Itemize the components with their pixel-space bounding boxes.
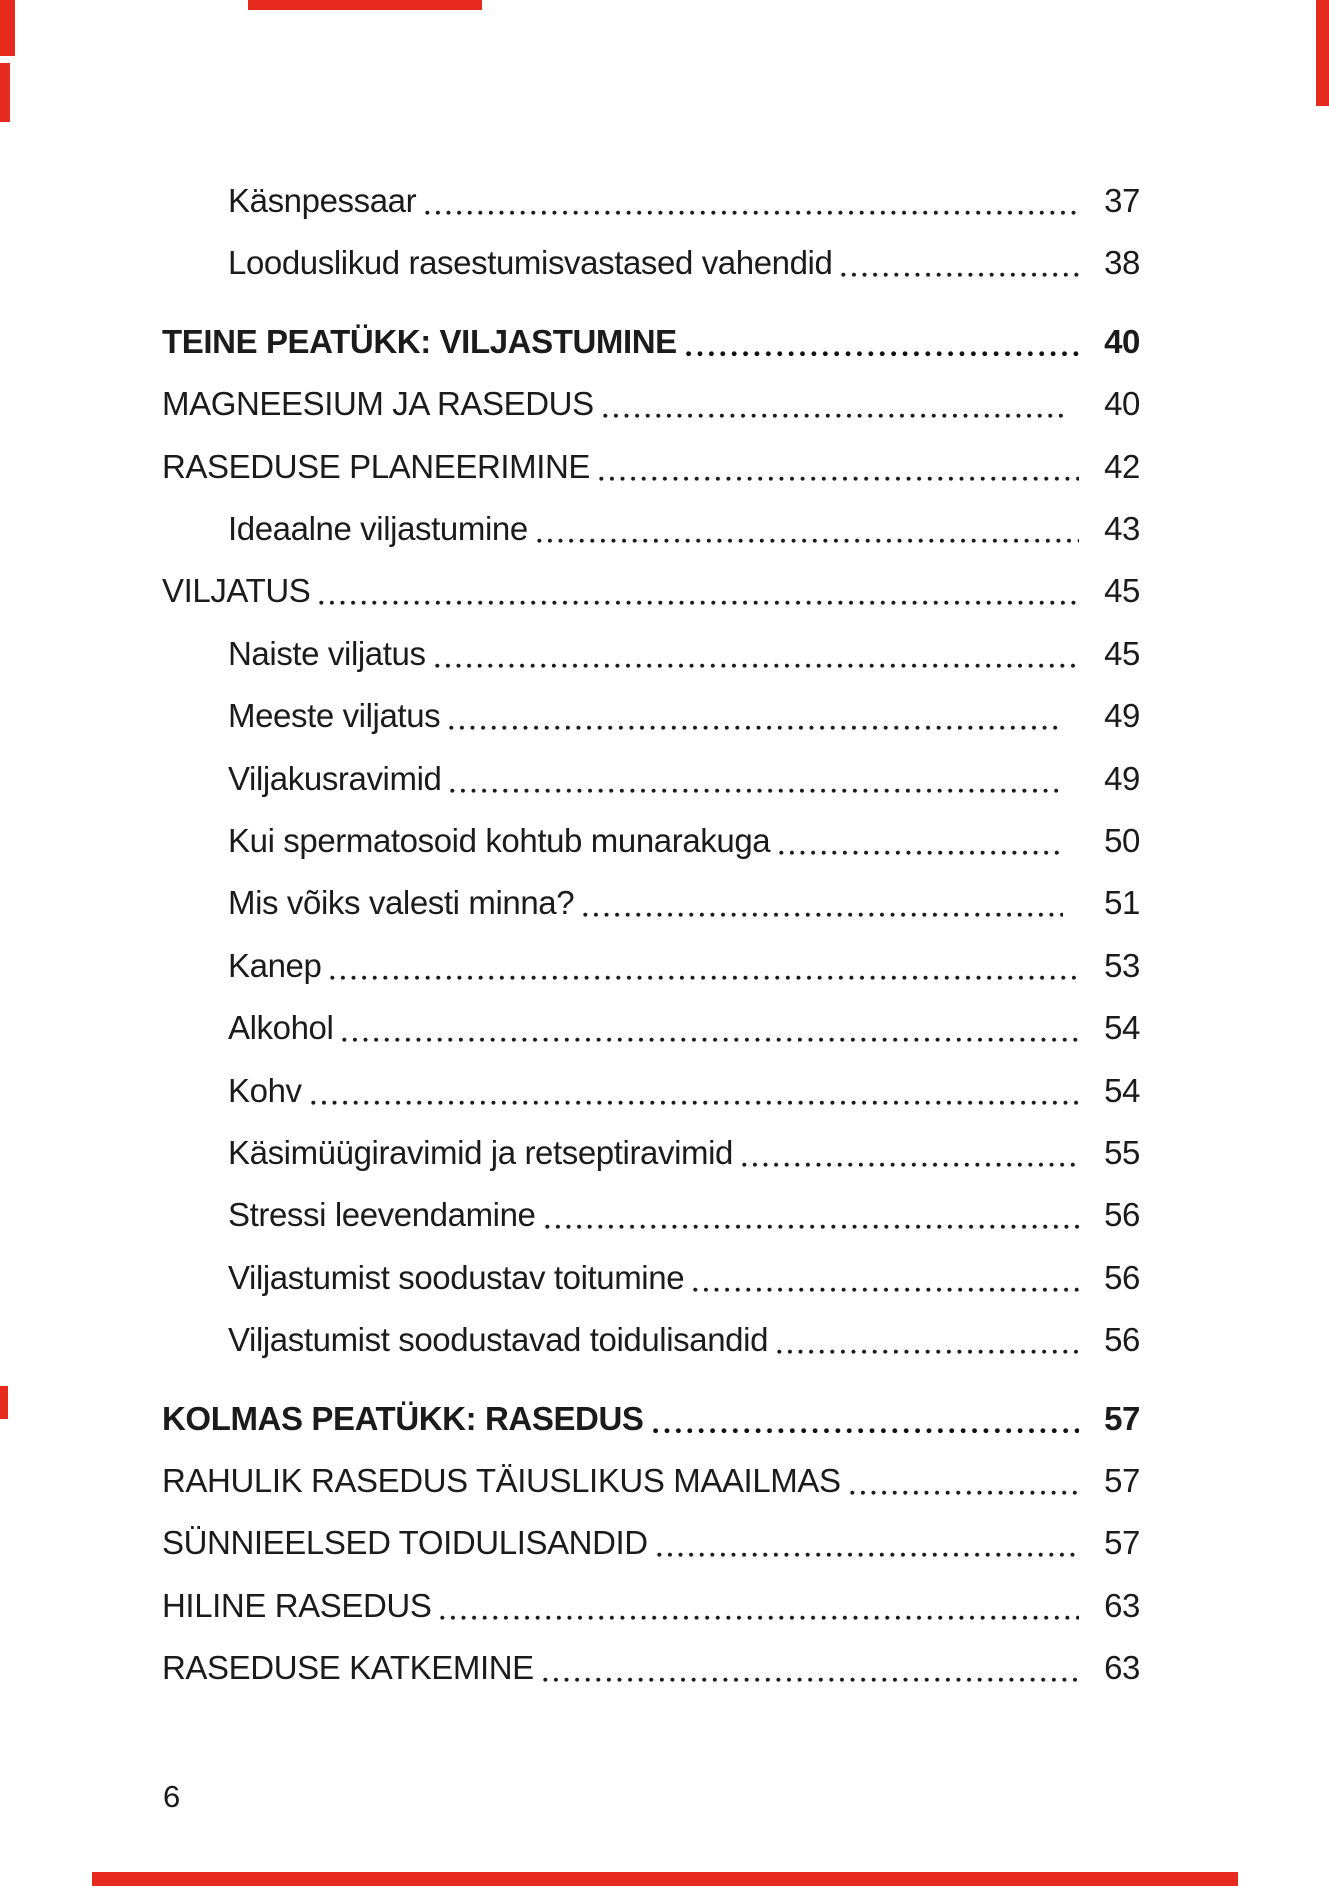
dot-leader bbox=[777, 1349, 1079, 1355]
dot-leader bbox=[435, 663, 1079, 669]
toc-entry-page-number: 57 bbox=[1104, 1400, 1140, 1437]
dot-leader bbox=[742, 1162, 1079, 1168]
dot-leader bbox=[693, 1287, 1079, 1293]
dot-leader bbox=[342, 1037, 1079, 1043]
toc-entry-page-number: 51 bbox=[1104, 884, 1140, 921]
toc-entry-label: HILINE RASEDUS bbox=[162, 1587, 432, 1624]
toc-entry bbox=[162, 755, 1140, 801]
dot-leader bbox=[603, 413, 1063, 419]
toc-entry-page-number: 55 bbox=[1104, 1134, 1140, 1171]
toc-entry-page-number: 56 bbox=[1104, 1259, 1140, 1296]
toc-entry bbox=[162, 318, 1140, 364]
toc-entry bbox=[162, 1316, 1140, 1362]
dot-leader bbox=[311, 1100, 1079, 1106]
toc-entry-label: Ideaalne viljastumine bbox=[228, 510, 528, 547]
toc-entry-label: VILJATUS bbox=[162, 572, 311, 609]
toc-entry-label: TEINE PEATÜKK: VILJASTUMINE bbox=[162, 323, 677, 360]
toc-entry-label: Käsnpessaar bbox=[228, 182, 417, 219]
toc-entry-label: Kanep bbox=[228, 947, 322, 984]
toc-entry-page-number: 49 bbox=[1104, 760, 1140, 797]
dot-leader bbox=[779, 850, 1063, 856]
toc-entry-label: Viljastumist soodustavad toidulisandid bbox=[228, 1321, 769, 1358]
toc-entry-page-number: 37 bbox=[1104, 182, 1140, 219]
toc-entry bbox=[162, 1067, 1140, 1113]
page-edge-red-mark bbox=[1316, 0, 1329, 106]
toc-entry-page-number: 56 bbox=[1104, 1321, 1140, 1358]
page-edge-red-mark bbox=[0, 0, 15, 56]
page-number: 6 bbox=[163, 1779, 181, 1814]
dot-leader bbox=[653, 1428, 1079, 1434]
toc-entry bbox=[162, 1254, 1140, 1300]
toc-entry bbox=[162, 177, 1140, 223]
toc-entry-label: Viljastumist soodustav toitumine bbox=[228, 1259, 685, 1296]
dot-leader bbox=[599, 476, 1079, 482]
toc-entry-page-number: 43 bbox=[1104, 510, 1140, 547]
toc-entry bbox=[162, 1519, 1140, 1565]
toc-entry-label: Käsimüügiravimid ja retseptiravimid bbox=[228, 1134, 734, 1171]
dot-leader bbox=[330, 975, 1079, 981]
toc-entry bbox=[162, 1129, 1140, 1175]
toc-entry bbox=[162, 380, 1140, 426]
toc-entry-page-number: 49 bbox=[1104, 697, 1140, 734]
toc-entry-page-number: 50 bbox=[1104, 822, 1140, 859]
toc-entry-page-number: 42 bbox=[1104, 448, 1140, 485]
toc-entry-label: Alkohol bbox=[228, 1009, 334, 1046]
toc-entry-page-number: 56 bbox=[1104, 1196, 1140, 1233]
dot-leader bbox=[537, 538, 1079, 544]
toc-entry bbox=[162, 239, 1140, 285]
toc-entry bbox=[162, 1644, 1140, 1690]
toc-entry-page-number: 40 bbox=[1104, 385, 1140, 422]
toc-entry-page-number: 57 bbox=[1104, 1462, 1140, 1499]
dot-leader bbox=[583, 912, 1063, 918]
toc-entry-page-number: 54 bbox=[1104, 1009, 1140, 1046]
toc-entry-label: Meeste viljatus bbox=[228, 697, 441, 734]
toc-entry-page-number: 54 bbox=[1104, 1072, 1140, 1109]
dot-leader bbox=[319, 600, 1079, 606]
toc-entry-label: RASEDUSE PLANEERIMINE bbox=[162, 448, 591, 485]
toc-entry bbox=[162, 443, 1140, 489]
toc-entry bbox=[162, 1004, 1140, 1050]
dot-leader bbox=[450, 788, 1063, 794]
toc-entry-page-number: 40 bbox=[1104, 323, 1140, 360]
toc-entry-page-number: 38 bbox=[1104, 244, 1140, 281]
toc-entry-label: KOLMAS PEATÜKK: RASEDUS bbox=[162, 1400, 644, 1437]
toc-entry bbox=[162, 692, 1140, 738]
toc-entry bbox=[162, 817, 1140, 863]
page-edge-red-mark bbox=[0, 63, 10, 122]
page-edge-red-mark bbox=[248, 0, 482, 10]
toc-entry-label: RAHULIK RASEDUS TÄIUSLIKUS MAAILMAS bbox=[162, 1462, 841, 1499]
toc-entry-page-number: 45 bbox=[1104, 635, 1140, 672]
dot-leader bbox=[686, 351, 1079, 357]
toc-entry bbox=[162, 1395, 1140, 1441]
toc-entry-page-number: 45 bbox=[1104, 572, 1140, 609]
toc-entry-label: Viljakusravimid bbox=[228, 760, 442, 797]
dot-leader bbox=[545, 1224, 1080, 1230]
toc-entry-page-number: 63 bbox=[1104, 1587, 1140, 1624]
dot-leader bbox=[543, 1677, 1079, 1683]
page-edge-red-mark bbox=[0, 1386, 8, 1419]
toc-entry-page-number: 63 bbox=[1104, 1649, 1140, 1686]
toc-entry-page-number: 53 bbox=[1104, 947, 1140, 984]
dot-leader bbox=[841, 272, 1079, 278]
toc-entry-label: SÜNNIEELSED TOIDULISANDID bbox=[162, 1524, 648, 1561]
toc-entry-label: MAGNEESIUM JA RASEDUS bbox=[162, 385, 594, 422]
dot-leader bbox=[449, 725, 1063, 731]
toc-entry-label: Kohv bbox=[228, 1072, 302, 1109]
dot-leader bbox=[850, 1490, 1079, 1496]
toc-entry bbox=[162, 1582, 1140, 1628]
toc-entry-label: Naiste viljatus bbox=[228, 635, 426, 672]
page-edge-red-mark bbox=[92, 1872, 1238, 1886]
toc-entry bbox=[162, 630, 1140, 676]
dot-leader bbox=[425, 210, 1079, 216]
toc-entry-label: Kui spermatosoid kohtub munarakuga bbox=[228, 822, 771, 859]
toc-entry bbox=[162, 942, 1140, 988]
toc-entry-label: RASEDUSE KATKEMINE bbox=[162, 1649, 534, 1686]
toc-entry bbox=[162, 1191, 1140, 1237]
dot-leader bbox=[657, 1552, 1079, 1558]
toc-entry-label: Mis võiks valesti minna? bbox=[228, 884, 575, 921]
toc-entry bbox=[162, 505, 1140, 551]
toc-entry-page-number: 57 bbox=[1104, 1524, 1140, 1561]
toc-entry-label: Looduslikud rasestumisvastased vahendid bbox=[228, 244, 833, 281]
toc-entry bbox=[162, 879, 1140, 925]
dot-leader bbox=[440, 1615, 1079, 1621]
toc-entry bbox=[162, 1457, 1140, 1503]
toc-entry-label: Stressi leevendamine bbox=[228, 1196, 536, 1233]
toc-entry bbox=[162, 567, 1140, 613]
